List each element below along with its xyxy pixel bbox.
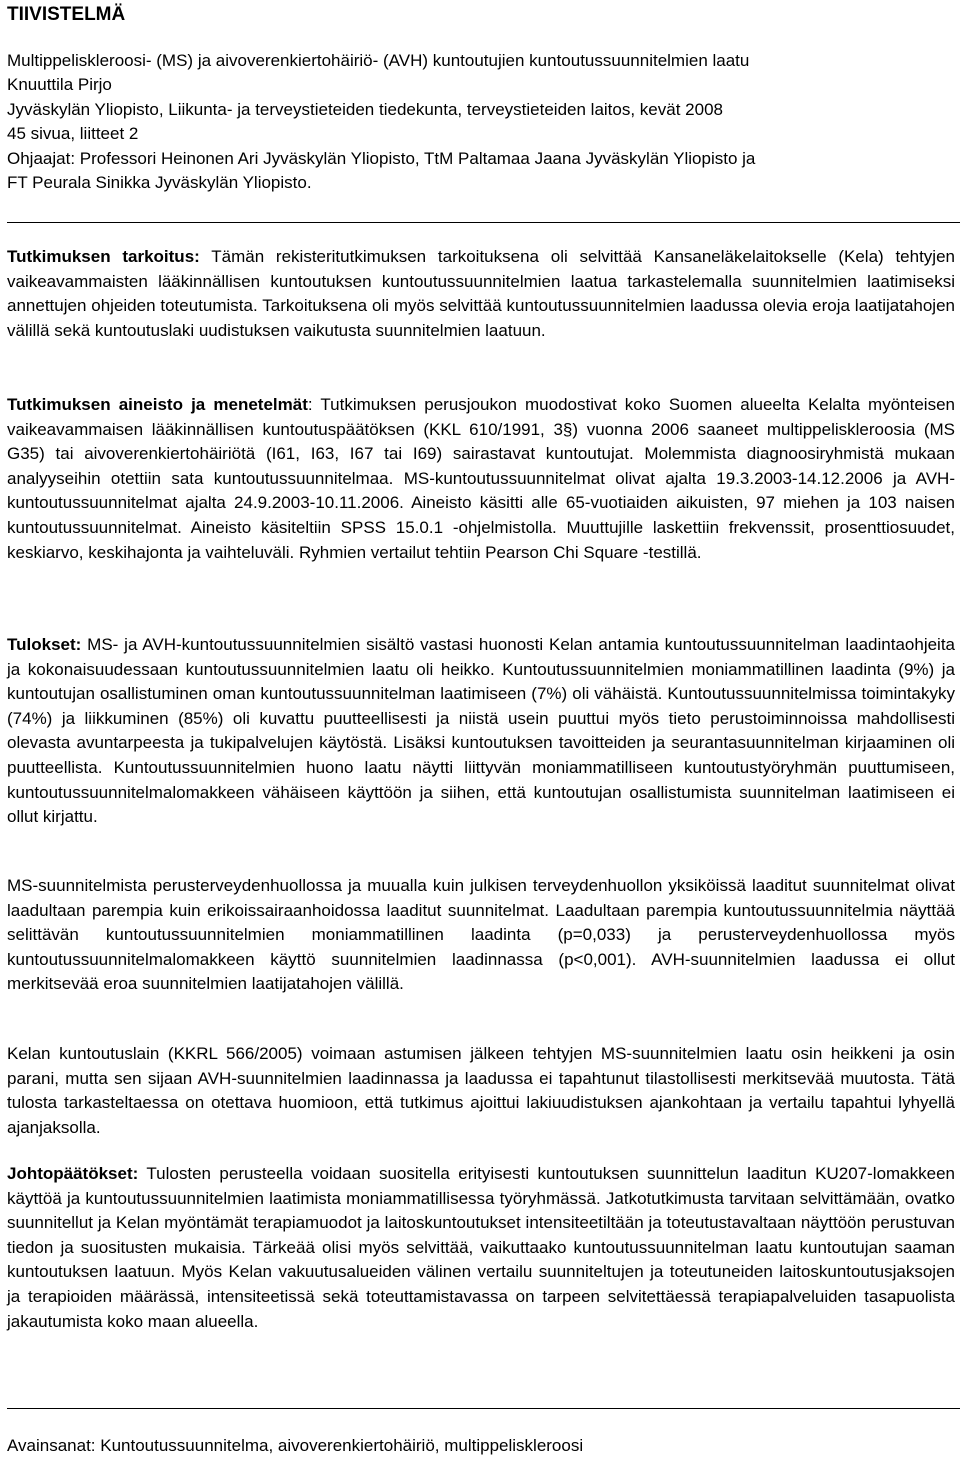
results-heading: Tulokset:	[7, 635, 82, 654]
conclusions-heading: Johtopäätökset:	[7, 1164, 139, 1183]
top-divider	[7, 222, 960, 223]
conclusions-paragraph	[7, 1162, 955, 1334]
methods-heading: Tutkimuksen aineisto ja menetelmät	[7, 395, 308, 414]
thesis-metadata	[7, 49, 755, 195]
results-text: MS- ja AVH-kuntoutussuunnitelmien sisältö vastasi huonosti Kelan antamia kuntoutussuunnitelman laadintaohjeita ja kokonaisuudessaan kuntoutussuunnitelmien laatu oli heikko. Kuntoutussuunnitelmien moniammatillinen laadinta (9%) ja kuntoutujan osallistuminen oman kuntoutussuunnitelman laatimiseen (7%) oli vähäistä. Kuntoutussuunnitelmissa toimintakyky (74%) ja liikkuminen (85%) oli kuvattu puutteellisesti ja niistä usein puuttui myös tieto perustoiminnoissa mahdollisesti olevasta avuntarpeesta ja tukipalvelujen käytöstä. Lisäksi kuntoutuksen tavoitteiden ja seurantasuunnitelman kirjaaminen oli puutteellista. Kuntoutussuunnitelmien huono laatu näytti liittyvän moniammatilliseen kuntoutustyöryhmän puuttumiseen, kuntoutussuunnitelmalomakkeen vähäiseen käyttöön ja siihen, että kuntoutujan osallistumista suunnitelman laatimiseen ei ollut kirjattu.	[7, 635, 955, 827]
methods-text: : Tutkimuksen perusjoukon muodostivat koko Suomen alueelta Kelalta myönteisen vaikeavammaisen lääkinnällisen kuntoutuspäätöksen (KKL 610/1991, 3§) vuonna 2006 saaneet multippeliskleroosia (MS G35) tai aivoverenkiertohäiriötä (I61, I63, I67 tai I69) sairastavat kuntoutujat. Molemmista diagnoosiryhmistä mukaan analyyseihin otettiin sata kuntoutussuunnitelmaa. MS-kuntoutussuunnitelmat olivat ajalta 19.3.2003-14.12.2006 ja AVH-kuntoutussuunnitelmat ajalta 24.9.2003-10.11.2006. Aineisto käsitti alle 65-vuotiaiden aikuisten, 97 miehen ja 103 naisen kuntoutussuunnitelmat. Aineisto käsiteltiin SPSS 15.0.1 -ohjelmistolla. Muuttujille laskettiin frekvenssit, prosenttiosuudet, keskiarvo, keskihajonta ja vaihteluväli. Ryhmien vertailut tehtiin Pearson Chi Square -testillä.	[7, 395, 955, 562]
purpose-text: Tämän rekisteritutkimuksen tarkoituksena oli selvittää Kansaneläkelaitokselle (Kela) tehtyjen vaikeavammaisten lääkinnällisen kuntoutuksen kuntoutussuunnitelmien laatua tarkastelemalla suunnitelmien laatimiseksi annettujen ohjeiden toteutumista. Tarkoituksena oli myös selvittää kuntoutussuunnitelmien laadussa olevia eroja laatijatahojen välillä sekä kuntoutuslaki uudistuksen vaikutusta suunnitelmien laatuun.	[7, 247, 955, 340]
page-count: 45 sivua, liitteet 2	[7, 124, 139, 144]
supervisors-line-2: FT Peurala Sinikka Jyväskylän Yliopisto.	[7, 173, 312, 193]
results-paragraph-2: MS-suunnitelmista perusterveydenhuollossa ja muualla kuin julkisen terveydenhuollon yksiköissä laaditut suunnitelmat olivat laadultaan parempia kuin erikoissairaanhoidossa laaditut suunnitelmat. Laadultaan parempia kuntoutussuunnitelmia näyttää selittävän kuntoutussuunnitelmien moniammatillinen laadinta (p=0,033) ja perusterveydenhuollossa myös kuntoutussuunnitelmalomakkeen käyttö suunnitelmien laadinnassa (p<0,001). AVH-suunnitelmien laadussa ei ollut merkitsevää eroa suunnitelmien laatijatahojen välillä.	[7, 876, 955, 994]
supervisors-line-1: Ohjaajat: Professori Heinonen Ari Jyväskylän Yliopisto, TtM Paltamaa Jaana Jyväskylän Yliopisto ja	[7, 148, 756, 168]
bottom-divider	[7, 1408, 960, 1409]
purpose-paragraph	[7, 245, 955, 343]
methods-paragraph	[7, 393, 955, 565]
page-title: TIIVISTELMÄ	[7, 4, 126, 25]
institution: Jyväskylän Yliopisto, Liikunta- ja terveystieteiden tiedekunta, terveystieteiden laitos, kevät 2008	[7, 99, 723, 119]
author: Knuuttila Pirjo	[7, 75, 112, 95]
results-paragraph	[7, 633, 955, 830]
purpose-heading: Tutkimuksen tarkoitus:	[7, 247, 200, 266]
conclusions-text: Tulosten perusteella voidaan suositella erityisesti kuntoutuksen suunnittelun laaditun KU207-lomakkeen käyttöä ja kuntoutussuunnitelmien laatimista moniammatillisessa työryhmässä. Jatkotutkimusta tarvitaan selvittämään, ovatko suunnitellut ja Kelan myöntämät terapiamuodot ja laitoskuntoutukset intensiteetiltään ja toteutustavaltaan näyttöön perustuvan tiedon ja suositusten mukaisia. Tärkeää olisi myös selvittää, vaikuttaako kuntoutussuunnitelman laatu kuntoutujan saaman kuntoutuksen laatuun. Myös Kelan vakuutusalueiden välinen vertailu suunniteltujen ja toteutuneiden laitoskuntoutusjaksojen ja terapioiden määrässä, intensiteetissä sekä toteuttamistavassa on tarpeen selvitettäessä terapiapalveluiden tasapuolista jakautumista koko maan alueella.	[7, 1164, 955, 1331]
results-paragraph-3: Kelan kuntoutuslain (KKRL 566/2005) voimaan astumisen jälkeen tehtyjen MS-suunnitelmien laatu osin heikkeni ja osin parani, mutta sen sijaan AVH-suunnitelmien laadinnassa ja laadussa ei tapahtunut tilastollisesti merkitsevää muutosta. Tätä tulosta tarkasteltaessa on otettava huomioon, että tutkimus ajoittui lakiuudistuksen ajankohtaan ja vertailu tapahtui lyhyellä ajanjaksolla.	[7, 1044, 955, 1137]
thesis-title: Multippeliskleroosi- (MS) ja aivoverenkiertohäiriö- (AVH) kuntoutujien kuntoutussuunnitelmien laatu	[7, 51, 750, 70]
keywords: Avainsanat: Kuntoutussuunnitelma, aivoverenkiertohäiriö, multippeliskleroosi	[7, 1436, 584, 1455]
